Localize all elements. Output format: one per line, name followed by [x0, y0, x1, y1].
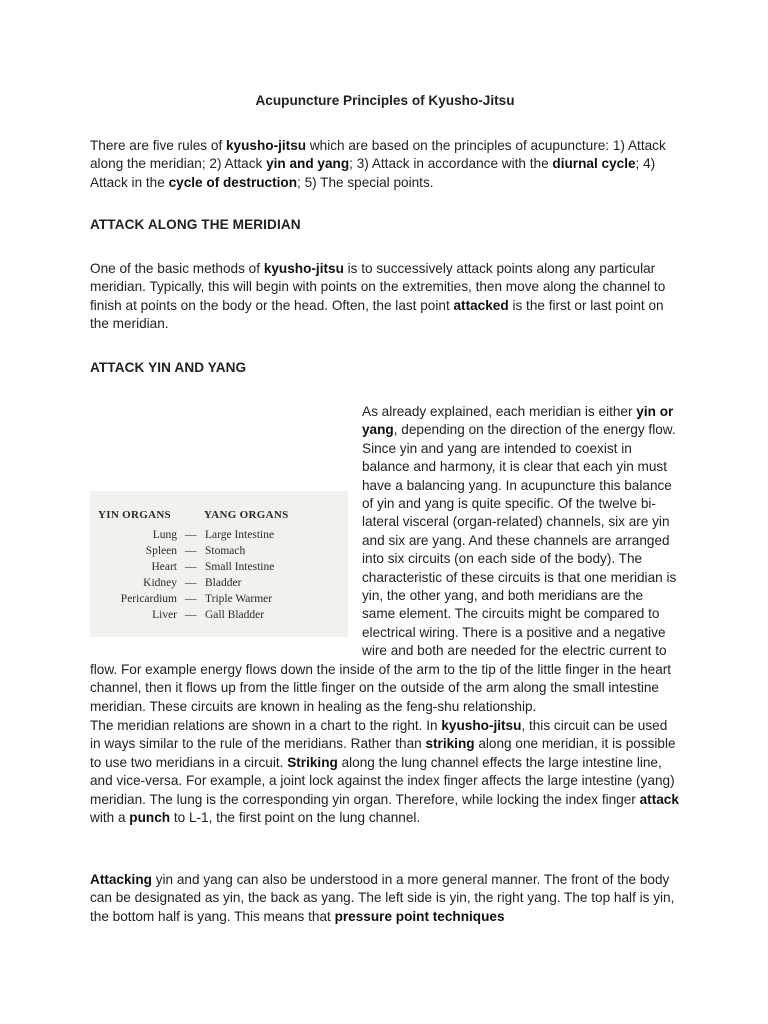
text-run: which are based on the principles of acupuncture: 1) Attack along the meridian; 2) Attack — [90, 138, 666, 172]
yin-organ: Pericardium — [120, 593, 177, 605]
organ-chart-figure — [90, 491, 348, 637]
organ-row — [90, 542, 348, 557]
pair-dash: — — [185, 609, 197, 621]
yin-yang-paragraph — [90, 403, 680, 716]
bold-term: yin and yang — [266, 156, 350, 172]
pair-dash: — — [185, 545, 197, 557]
pair-dash: — — [185, 529, 197, 541]
meridian-paragraph — [90, 260, 680, 334]
bold-term: diurnal cycle — [552, 156, 636, 172]
bold-term: striking — [425, 736, 475, 752]
organ-row — [90, 574, 348, 589]
text-run: One of the basic methods of — [90, 261, 264, 276]
text-run: to L-1, the first point on the lung channel. — [170, 810, 421, 826]
text-run: , this circuit can be used in ways similar to the rule of the meridians. Rather than — [90, 718, 668, 752]
text-run: is to successively attack points along any particular meridian. Typically, this will begin with points on the extremities, then move along the channel to finish at points on the body or the head. Often, the last point — [90, 261, 666, 313]
yang-organ: Triple Warmer — [205, 593, 273, 605]
text-run: ; 5) The special points. — [297, 174, 434, 190]
text-run: yin and yang can also be understood in a more general manner. The front of the body can be designated as yin, the back as yang. The left side is yin, the right yang. The top half is yin, the bottom half is yang. This means that — [90, 872, 675, 924]
bold-term: pressure point techniques — [334, 908, 505, 924]
text-run: along one meridian, it is possible to use two meridians in a circuit. — [90, 736, 676, 770]
yang-organ: Bladder — [205, 577, 242, 589]
relations-paragraph — [90, 717, 680, 827]
bold-term: kyusho-jitsu — [441, 718, 522, 733]
bold-term: Attacking — [90, 872, 152, 887]
yang-organ: Small Intestine — [205, 561, 275, 573]
organ-row — [90, 526, 348, 541]
organ-row — [90, 558, 348, 573]
pair-dash: — — [185, 561, 197, 573]
yin-organ: Kidney — [143, 577, 177, 589]
text-run: ; 4) Attack in the — [90, 156, 656, 190]
text-run: There are five rules of — [90, 138, 226, 153]
bold-term: kyusho-jitsu — [226, 138, 307, 153]
intro-paragraph — [90, 137, 680, 192]
page-title: Acupuncture Principles of Kyusho-Jitsu — [255, 93, 515, 108]
bold-term: attacked — [453, 297, 509, 313]
yin-organ: Liver — [152, 609, 177, 621]
pair-dash: — — [185, 593, 197, 605]
text-run: along the lung channel effects the large intestine line, and vice-versa. For example, a joint lock against the index finger affects the large intestine (yang) meridian. The lung is the corresponding yin organ. Therefore, while locking the index finger — [90, 754, 675, 807]
organ-chart-wrapper — [90, 475, 358, 653]
section-heading-yin-yang: ATTACK YIN AND YANG — [90, 360, 247, 375]
yin-organ: Lung — [152, 529, 177, 541]
yin-organ: Spleen — [145, 545, 177, 557]
general-yin-yang-paragraph — [90, 871, 680, 926]
text-run: The meridian relations are shown in a chart to the right. In — [90, 718, 442, 733]
text-run: ; 3) Attack in accordance with the — [349, 156, 553, 172]
text-run: is the first or last point on the meridian. — [90, 297, 664, 332]
section-heading-meridian: ATTACK ALONG THE MERIDIAN — [90, 217, 301, 232]
organ-row — [90, 590, 348, 605]
text-run: with a — [90, 810, 130, 826]
bold-term: Striking — [287, 754, 338, 770]
text-run: As already explained, each meridian is either — [362, 404, 637, 419]
yin-organ: Heart — [151, 561, 177, 573]
organ-row — [90, 606, 348, 621]
yang-organs-header: YANG ORGANS — [204, 509, 289, 521]
bold-term: attack — [639, 791, 679, 807]
pair-dash: — — [185, 577, 197, 589]
yang-organ: Large Intestine — [205, 529, 275, 541]
bold-term: yin or yang — [362, 404, 674, 438]
bold-term: kyusho-jitsu — [263, 261, 344, 276]
bold-term: punch — [129, 810, 171, 826]
text-run: , depending on the direction of the energy flow. Since yin and yang are intended to coexist in balance and harmony, it is clear that each yin must have a balancing yang. In acupuncture this balance of yin and yang is quite specific. Of the twelve bi-lateral visceral (organ-related) channels, six are yin and six are yang. And these channels are arranged into six circuits (on each side of the body). The characteristic of these circuits is that one meridian is yin, the other yang, and both meridians are the same element. The circuits might be compared to electrical wiring. There is a positive and a negative wire and both are needed for the electric current to flow. For example energy flows down the inside of the arm to the tip of the little finger in the heart channel, then it flows up from the little finger on the outside of the arm along the small intestine meridian. These circuits are known in healing as the feng-shu relationship. — [90, 422, 677, 714]
bold-term: cycle of destruction — [168, 174, 298, 190]
yang-organ: Stomach — [205, 545, 246, 557]
yang-organ: Gall Bladder — [205, 609, 265, 621]
yin-organs-header: YIN ORGANS — [98, 509, 171, 521]
